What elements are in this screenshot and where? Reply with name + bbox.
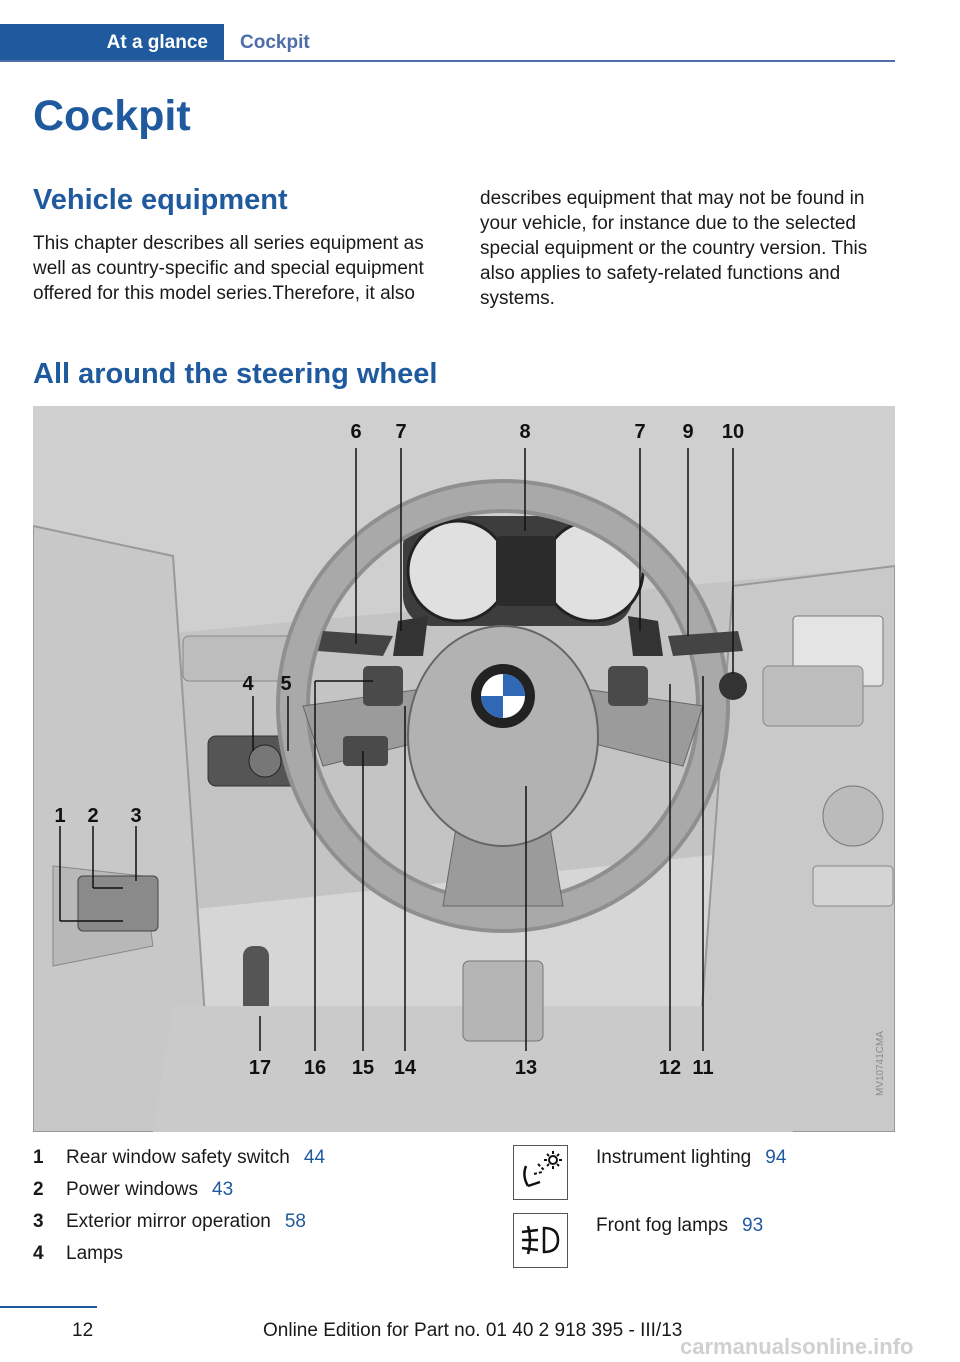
legend-item [33, 1241, 473, 1273]
header-rule [0, 60, 895, 62]
callout-7-left: 7 [395, 421, 407, 443]
callout-13: 13 [514, 1057, 538, 1079]
callout-4: 4 [242, 673, 254, 695]
callout-8: 8 [519, 421, 531, 443]
legend-item [33, 1209, 473, 1241]
callout-17: 17 [248, 1057, 272, 1079]
callout-7-right: 7 [634, 421, 646, 443]
page-reference-link[interactable]: 44 [303, 1147, 326, 1168]
legend-label: Rear window safety switch 44 [66, 1147, 326, 1168]
cockpit-drawing [33, 406, 895, 1132]
legend-icon-row [513, 1213, 913, 1281]
callout-12: 12 [658, 1057, 682, 1079]
legend-number: 1 [33, 1147, 44, 1168]
legend-item [33, 1177, 473, 1209]
callout-14: 14 [393, 1057, 417, 1079]
image-code: MV10741CMA [875, 1030, 886, 1096]
legend-label: Power windows 43 [66, 1179, 234, 1200]
cockpit-illustration [33, 406, 895, 1132]
callout-9: 9 [682, 421, 694, 443]
callout-16: 16 [303, 1057, 327, 1079]
vehicle-equipment-text-left: This chapter describes all series equipment as well as country-specific and special equipment offered for this model series.Therefore, it also [33, 233, 424, 304]
legend-label: Exterior mirror operation 58 [66, 1211, 306, 1232]
legend-number: 2 [33, 1179, 44, 1200]
page-reference-link[interactable]: 94 [765, 1147, 787, 1168]
header-tabbar [0, 24, 895, 62]
vehicle-equipment-heading: Vehicle equipment [33, 184, 288, 216]
legend-icon-label: Front fog lamps 93 [596, 1215, 764, 1236]
page-number: 12 [72, 1320, 94, 1341]
legend-list [33, 1145, 473, 1273]
callout-3: 3 [130, 805, 142, 827]
callout-11: 11 [692, 1057, 714, 1079]
legend-number: 3 [33, 1211, 44, 1232]
icon-legend [513, 1145, 913, 1281]
instrument-lighting-icon [513, 1145, 568, 1200]
callout-1: 1 [54, 805, 66, 827]
page-reference-link[interactable]: 58 [284, 1211, 306, 1232]
page-reference-link[interactable]: 93 [742, 1215, 764, 1236]
legend-icon-row [513, 1145, 913, 1213]
legend-item [33, 1145, 473, 1177]
tab-cockpit[interactable]: Cockpit [240, 32, 310, 53]
callout-6: 6 [350, 421, 362, 443]
callout-10: 10 [721, 421, 745, 443]
vehicle-equipment-text-right: describes equipment that may not be found in your vehicle, for instance due to the selected special equipment or the country version. This also applies to safety-related functions and systems. [480, 188, 868, 309]
tab-at-a-glance[interactable]: At a glance [0, 24, 224, 62]
callout-5: 5 [280, 673, 292, 695]
front-fog-lamps-icon [513, 1213, 568, 1268]
legend-number: 4 [33, 1243, 44, 1264]
footer-rule [0, 1306, 97, 1308]
legend-icon-label: Instrument lighting 94 [596, 1147, 787, 1168]
callout-15: 15 [351, 1057, 375, 1079]
page-title: Cockpit [33, 92, 191, 140]
steering-wheel-heading: All around the steering wheel [33, 358, 438, 390]
callout-2: 2 [87, 805, 99, 827]
legend-label: Lamps [66, 1243, 124, 1264]
page-reference-link[interactable]: 43 [212, 1179, 234, 1200]
site-watermark: carmanualsonline.info [680, 1334, 914, 1359]
edition-note: Online Edition for Part no. 01 40 2 918 395 - III/13 [263, 1320, 683, 1341]
